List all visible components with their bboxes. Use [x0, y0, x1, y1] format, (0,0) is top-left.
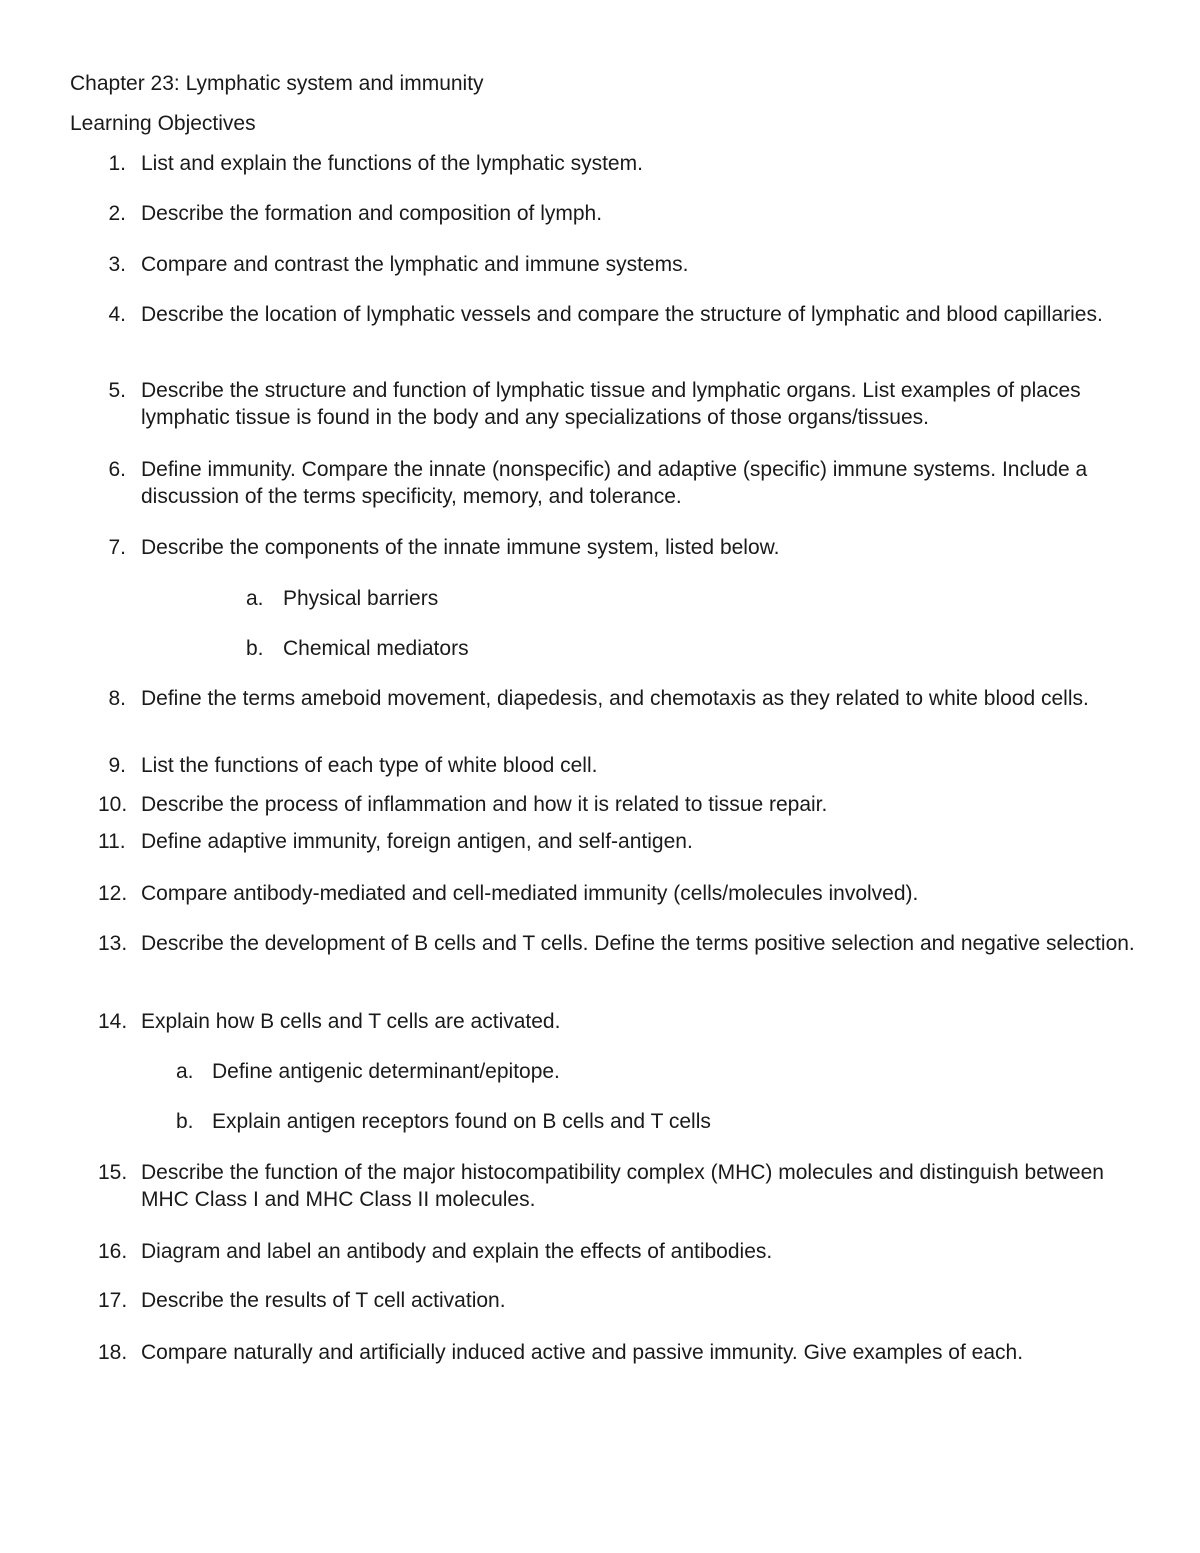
- objective-number: 7.: [108, 536, 126, 559]
- objective-text: List the functions of each type of white blood cell.: [141, 754, 598, 777]
- sub-item-text: Explain antigen receptors found on B cells and T cells: [212, 1110, 711, 1133]
- objective-text: Describe the structure and function of lymphatic tissue and lymphatic organs. List examples of places lymphatic tissue is found in the body and any specializations of those organs/tissues.: [141, 379, 1081, 429]
- objective-number: 8.: [108, 687, 126, 710]
- objective-number: 4.: [108, 303, 126, 326]
- objective-number: 3.: [108, 253, 126, 276]
- objective-number: 11.: [98, 830, 126, 853]
- objective-text: List and explain the functions of the lymphatic system.: [141, 152, 643, 175]
- sub-item-text: Physical barriers: [283, 587, 439, 610]
- objective-number: 10.: [98, 793, 128, 816]
- objective-text: Compare and contrast the lymphatic and immune systems.: [141, 253, 689, 276]
- objective-text: Compare antibody-mediated and cell-mediated immunity (cells/molecules involved).: [141, 882, 919, 905]
- sub-item-label: b.: [246, 637, 264, 660]
- objective-number: 6.: [108, 458, 126, 481]
- objective-number: 18.: [98, 1341, 128, 1364]
- objective-text: Compare naturally and artificially induced active and passive immunity. Give examples of each.: [141, 1341, 1024, 1364]
- objective-number: 16.: [98, 1240, 128, 1263]
- objective-text: Describe the development of B cells and T cells. Define the terms positive selection and negative selection.: [141, 932, 1135, 955]
- objective-text: Describe the results of T cell activation.: [141, 1289, 506, 1312]
- objective-number: 9.: [108, 754, 126, 777]
- objective-text: Diagram and label an antibody and explain the effects of antibodies.: [141, 1240, 773, 1263]
- objective-text: Explain how B cells and T cells are activated.: [141, 1010, 561, 1033]
- objective-text: Describe the function of the major histocompatibility complex (MHC) molecules and distinguish between MHC Class I and MHC Class II molecules.: [141, 1161, 1104, 1211]
- objective-text: Define the terms ameboid movement, diapedesis, and chemotaxis as they related to white blood cells.: [141, 687, 1089, 710]
- objective-text: Describe the process of inflammation and how it is related to tissue repair.: [141, 793, 828, 816]
- sub-item-text: Chemical mediators: [283, 637, 469, 660]
- objective-text: Describe the components of the innate immune system, listed below.: [141, 536, 780, 559]
- objective-number: 17.: [98, 1289, 128, 1312]
- sub-item-text: Define antigenic determinant/epitope.: [212, 1060, 560, 1083]
- objective-number: 15.: [98, 1161, 128, 1184]
- sub-item-label: a.: [246, 587, 264, 610]
- objective-text: Describe the formation and composition of lymph.: [141, 202, 603, 225]
- objective-number: 12.: [98, 882, 128, 905]
- objective-number: 5.: [108, 379, 126, 402]
- sub-item-label: a.: [176, 1060, 194, 1083]
- objective-number: 13.: [98, 932, 128, 955]
- objective-number: 2.: [108, 202, 126, 225]
- objective-number: 1.: [108, 152, 126, 175]
- objective-text: Describe the location of lymphatic vessels and compare the structure of lymphatic and blood capillaries.: [141, 303, 1103, 326]
- objective-number: 14.: [98, 1010, 128, 1033]
- document-title: Chapter 23: Lymphatic system and immunity: [70, 72, 484, 95]
- objective-text: Define adaptive immunity, foreign antigen, and self-antigen.: [141, 830, 693, 853]
- sub-item-label: b.: [176, 1110, 194, 1133]
- document-subtitle: Learning Objectives: [70, 112, 256, 135]
- objective-text: Define immunity. Compare the innate (nonspecific) and adaptive (specific) immune systems. Include a discussion of the terms specificity, memory, and tolerance.: [141, 458, 1088, 508]
